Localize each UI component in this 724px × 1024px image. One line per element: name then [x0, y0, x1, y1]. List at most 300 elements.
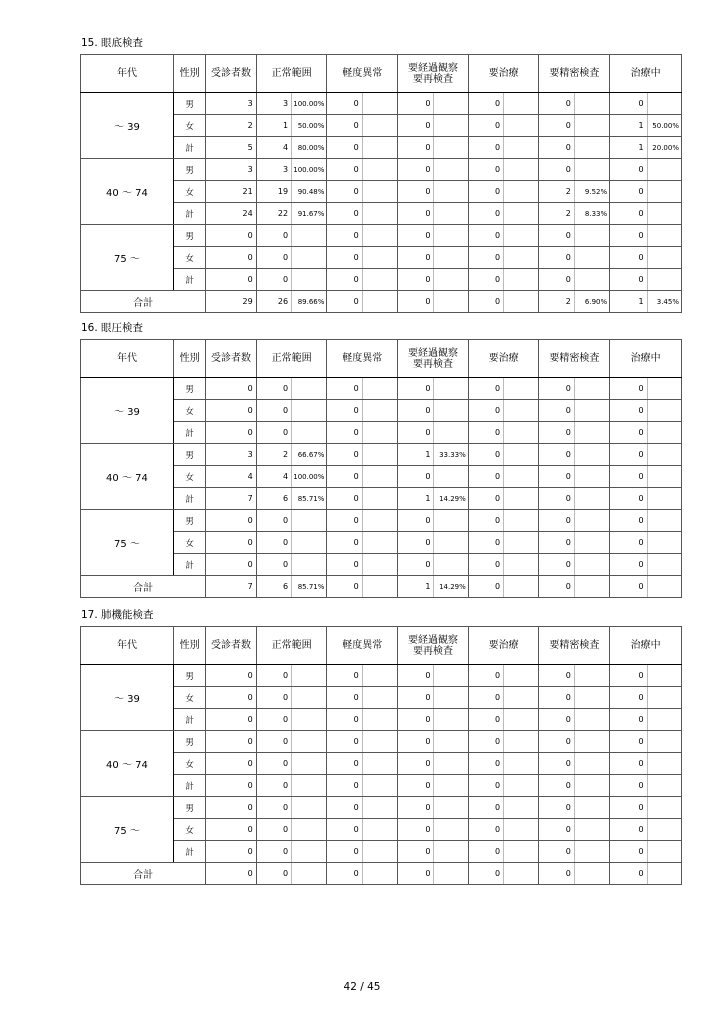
under-count-cell: 0: [610, 466, 647, 488]
under-percent-cell: 50.00%: [647, 115, 681, 137]
detail-percent-cell: [574, 247, 609, 269]
mild-count-cell: 0: [327, 532, 362, 554]
under-percent-cell: [647, 687, 681, 709]
sex-cell: 女: [173, 819, 205, 841]
observe-count-cell: 0: [398, 532, 434, 554]
examinees-cell: 0: [206, 225, 257, 247]
under-percent-cell: [647, 378, 681, 400]
mild-percent-cell: [362, 510, 397, 532]
treat-percent-cell: [504, 510, 539, 532]
under-count-cell: 1: [610, 137, 647, 159]
normal-percent-cell: 80.00%: [292, 137, 327, 159]
detail-percent-cell: [574, 422, 609, 444]
total-observe-count-cell: 1: [398, 576, 434, 598]
observe-percent-cell: [434, 400, 468, 422]
examinees-cell: 0: [206, 753, 257, 775]
observe-percent-cell: [434, 378, 468, 400]
treat-count-cell: 0: [468, 841, 503, 863]
normal-percent-cell: [292, 400, 327, 422]
observe-count-cell: 0: [398, 466, 434, 488]
observe-percent-cell: [434, 731, 468, 753]
under-count-cell: 0: [610, 444, 647, 466]
normal-count-cell: 0: [256, 225, 291, 247]
normal-percent-cell: [292, 841, 327, 863]
treat-percent-cell: [504, 269, 539, 291]
under-count-cell: 0: [610, 269, 647, 291]
under-percent-cell: [647, 400, 681, 422]
examinees-cell: 0: [206, 775, 257, 797]
normal-percent-cell: 50.00%: [292, 115, 327, 137]
detail-percent-cell: [574, 687, 609, 709]
normal-count-cell: 0: [256, 532, 291, 554]
observe-percent-cell: [434, 709, 468, 731]
detail-percent-cell: [574, 159, 609, 181]
total-detail-percent-cell: [574, 576, 609, 598]
header-examinees: 受診者数: [206, 55, 257, 93]
header-treat: 要治療: [468, 55, 539, 93]
under-percent-cell: [647, 444, 681, 466]
total-row: [81, 863, 682, 885]
total-treat-percent-cell: [504, 576, 539, 598]
observe-count-cell: 0: [398, 665, 434, 687]
sex-cell: 女: [173, 532, 205, 554]
observe-percent-cell: [434, 225, 468, 247]
treat-percent-cell: [504, 466, 539, 488]
mild-percent-cell: [362, 532, 397, 554]
mild-percent-cell: [362, 753, 397, 775]
sex-cell: 女: [173, 247, 205, 269]
mild-count-cell: 0: [327, 709, 362, 731]
treat-percent-cell: [504, 400, 539, 422]
normal-percent-cell: 100.00%: [292, 466, 327, 488]
treat-percent-cell: [504, 422, 539, 444]
under-percent-cell: [647, 753, 681, 775]
total-normal-percent-cell: 89.66%: [292, 291, 327, 313]
mild-count-cell: 0: [327, 444, 362, 466]
normal-percent-cell: [292, 225, 327, 247]
header-normal: 正常範囲: [256, 55, 327, 93]
total-treat-percent-cell: [504, 863, 539, 885]
sex-cell: 男: [173, 444, 205, 466]
header-observe-line2: 要再検査: [412, 73, 453, 85]
header-row: [81, 55, 682, 93]
normal-percent-cell: 90.48%: [292, 181, 327, 203]
mild-count-cell: 0: [327, 841, 362, 863]
treat-count-cell: 0: [468, 753, 503, 775]
detail-count-cell: 2: [539, 203, 574, 225]
under-count-cell: 0: [610, 400, 647, 422]
detail-count-cell: 0: [539, 665, 574, 687]
treat-percent-cell: [504, 115, 539, 137]
observe-count-cell: 0: [398, 247, 434, 269]
normal-count-cell: 4: [256, 466, 291, 488]
examinees-cell: 2: [206, 115, 257, 137]
total-under-percent-cell: 3.45%: [647, 291, 681, 313]
mild-count-cell: 0: [327, 225, 362, 247]
observe-count-cell: 0: [398, 203, 434, 225]
under-percent-cell: [647, 841, 681, 863]
sex-cell: 女: [173, 115, 205, 137]
sex-cell: 女: [173, 466, 205, 488]
normal-percent-cell: [292, 775, 327, 797]
treat-percent-cell: [504, 665, 539, 687]
mild-percent-cell: [362, 797, 397, 819]
header-mild: 軽度異常: [327, 55, 398, 93]
observe-percent-cell: [434, 269, 468, 291]
mild-percent-cell: [362, 203, 397, 225]
total-treat-count-cell: 0: [468, 291, 503, 313]
total-under-percent-cell: [647, 863, 681, 885]
treat-percent-cell: [504, 753, 539, 775]
under-percent-cell: [647, 159, 681, 181]
treat-count-cell: 0: [468, 159, 503, 181]
mild-percent-cell: [362, 159, 397, 181]
under-percent-cell: [647, 422, 681, 444]
observe-count-cell: 0: [398, 753, 434, 775]
under-percent-cell: [647, 510, 681, 532]
examinees-cell: 24: [206, 203, 257, 225]
observe-percent-cell: [434, 93, 468, 115]
normal-count-cell: 0: [256, 422, 291, 444]
table-row: [81, 378, 682, 400]
normal-count-cell: 0: [256, 709, 291, 731]
mild-count-cell: 0: [327, 269, 362, 291]
treat-percent-cell: [504, 203, 539, 225]
mild-count-cell: 0: [327, 400, 362, 422]
treat-count-cell: 0: [468, 775, 503, 797]
observe-percent-cell: [434, 841, 468, 863]
header-detail: 要精密検査: [539, 627, 610, 665]
normal-count-cell: 2: [256, 444, 291, 466]
observe-count-cell: 0: [398, 819, 434, 841]
header-observe: [398, 340, 469, 378]
under-percent-cell: [647, 93, 681, 115]
header-normal: 正常範囲: [256, 627, 327, 665]
observe-percent-cell: [434, 532, 468, 554]
mild-count-cell: 0: [327, 115, 362, 137]
total-examinees-cell: 29: [206, 291, 257, 313]
detail-count-cell: 0: [539, 841, 574, 863]
observe-count-cell: 0: [398, 731, 434, 753]
total-observe-count-cell: 0: [398, 291, 434, 313]
detail-count-cell: 0: [539, 247, 574, 269]
mild-percent-cell: [362, 269, 397, 291]
examinees-cell: 0: [206, 554, 257, 576]
under-percent-cell: [647, 731, 681, 753]
sex-cell: 男: [173, 93, 205, 115]
detail-percent-cell: [574, 775, 609, 797]
lung-function-table: [80, 626, 682, 885]
examinees-cell: 0: [206, 422, 257, 444]
mild-percent-cell: [362, 466, 397, 488]
section-title-fundus: 15. 眼底検査: [81, 37, 144, 49]
under-count-cell: 0: [610, 422, 647, 444]
treat-percent-cell: [504, 731, 539, 753]
normal-count-cell: 0: [256, 554, 291, 576]
detail-count-cell: 0: [539, 819, 574, 841]
age-group-label: 75 ～: [81, 510, 174, 576]
treat-percent-cell: [504, 709, 539, 731]
mild-percent-cell: [362, 93, 397, 115]
header-under-treatment: 治療中: [610, 627, 682, 665]
header-observe: [398, 55, 469, 93]
detail-percent-cell: [574, 797, 609, 819]
sex-cell: 男: [173, 378, 205, 400]
total-detail-percent-cell: 6.90%: [574, 291, 609, 313]
detail-count-cell: 0: [539, 466, 574, 488]
treat-count-cell: 0: [468, 797, 503, 819]
detail-count-cell: 0: [539, 510, 574, 532]
under-percent-cell: [647, 269, 681, 291]
examinees-cell: 0: [206, 709, 257, 731]
total-mild-percent-cell: [362, 863, 397, 885]
total-normal-percent-cell: 85.71%: [292, 576, 327, 598]
mild-percent-cell: [362, 378, 397, 400]
normal-count-cell: 0: [256, 753, 291, 775]
sex-cell: 計: [173, 841, 205, 863]
table-row: [81, 225, 682, 247]
treat-count-cell: 0: [468, 137, 503, 159]
age-group-label: 40 ～ 74: [81, 159, 174, 225]
normal-percent-cell: [292, 797, 327, 819]
detail-percent-cell: [574, 841, 609, 863]
table-row: [81, 510, 682, 532]
under-count-cell: 0: [610, 797, 647, 819]
under-count-cell: 0: [610, 775, 647, 797]
detail-count-cell: 0: [539, 554, 574, 576]
observe-count-cell: 0: [398, 225, 434, 247]
total-normal-percent-cell: [292, 863, 327, 885]
observe-count-cell: 0: [398, 687, 434, 709]
header-observe-line1: 要経過観察: [407, 634, 458, 646]
normal-percent-cell: 85.71%: [292, 488, 327, 510]
treat-percent-cell: [504, 841, 539, 863]
treat-count-cell: 0: [468, 466, 503, 488]
header-sex: 性別: [173, 627, 205, 665]
header-observe-line2: 要再検査: [412, 645, 453, 657]
treat-count-cell: 0: [468, 378, 503, 400]
sex-cell: 計: [173, 422, 205, 444]
total-label: 合計: [81, 863, 206, 885]
observe-percent-cell: [434, 797, 468, 819]
treat-count-cell: 0: [468, 181, 503, 203]
normal-percent-cell: 100.00%: [292, 159, 327, 181]
mild-count-cell: 0: [327, 510, 362, 532]
under-count-cell: 0: [610, 225, 647, 247]
observe-count-cell: 0: [398, 269, 434, 291]
under-count-cell: 0: [610, 841, 647, 863]
page-number: 42 / 45: [343, 981, 381, 993]
mild-count-cell: 0: [327, 554, 362, 576]
observe-percent-cell: [434, 203, 468, 225]
mild-percent-cell: [362, 225, 397, 247]
age-group-label: 40 ～ 74: [81, 731, 174, 797]
detail-count-cell: 0: [539, 137, 574, 159]
normal-percent-cell: [292, 709, 327, 731]
total-label: 合計: [81, 576, 206, 598]
observe-count-cell: 1: [398, 444, 434, 466]
under-percent-cell: [647, 181, 681, 203]
normal-count-cell: 0: [256, 378, 291, 400]
total-treat-count-cell: 0: [468, 863, 503, 885]
detail-percent-cell: [574, 93, 609, 115]
treat-count-cell: 0: [468, 203, 503, 225]
detail-percent-cell: [574, 137, 609, 159]
table-row: [81, 444, 682, 466]
age-group-label: 75 ～: [81, 225, 174, 291]
normal-percent-cell: [292, 247, 327, 269]
normal-percent-cell: [292, 422, 327, 444]
header-detail: 要精密検査: [539, 340, 610, 378]
total-examinees-cell: 0: [206, 863, 257, 885]
mild-percent-cell: [362, 137, 397, 159]
treat-count-cell: 0: [468, 687, 503, 709]
total-normal-count-cell: 6: [256, 576, 291, 598]
sex-cell: 男: [173, 159, 205, 181]
sex-cell: 計: [173, 137, 205, 159]
ocular-pressure-table: [80, 339, 682, 598]
detail-count-cell: 0: [539, 731, 574, 753]
total-examinees-cell: 7: [206, 576, 257, 598]
detail-percent-cell: [574, 400, 609, 422]
treat-count-cell: 0: [468, 819, 503, 841]
treat-percent-cell: [504, 159, 539, 181]
treat-count-cell: 0: [468, 115, 503, 137]
under-count-cell: 0: [610, 819, 647, 841]
detail-percent-cell: [574, 532, 609, 554]
header-mild: 軽度異常: [327, 340, 398, 378]
detail-percent-cell: [574, 709, 609, 731]
treat-percent-cell: [504, 819, 539, 841]
detail-percent-cell: [574, 510, 609, 532]
observe-percent-cell: [434, 115, 468, 137]
mild-count-cell: 0: [327, 93, 362, 115]
mild-percent-cell: [362, 775, 397, 797]
treat-count-cell: 0: [468, 93, 503, 115]
mild-count-cell: 0: [327, 665, 362, 687]
sex-cell: 男: [173, 797, 205, 819]
mild-count-cell: 0: [327, 137, 362, 159]
mild-count-cell: 0: [327, 422, 362, 444]
examinees-cell: 5: [206, 137, 257, 159]
normal-percent-cell: [292, 665, 327, 687]
total-observe-percent-cell: 14.29%: [434, 576, 468, 598]
detail-count-cell: 0: [539, 532, 574, 554]
age-group-label: 75 ～: [81, 797, 174, 863]
normal-percent-cell: 100.00%: [292, 93, 327, 115]
mild-percent-cell: [362, 841, 397, 863]
observe-count-cell: 0: [398, 137, 434, 159]
examinees-cell: 0: [206, 841, 257, 863]
under-percent-cell: [647, 775, 681, 797]
under-percent-cell: [647, 532, 681, 554]
treat-percent-cell: [504, 225, 539, 247]
header-normal: 正常範囲: [256, 340, 327, 378]
total-detail-count-cell: 0: [539, 576, 574, 598]
observe-percent-cell: [434, 247, 468, 269]
table-row: [81, 731, 682, 753]
total-observe-percent-cell: [434, 291, 468, 313]
detail-count-cell: 0: [539, 797, 574, 819]
total-observe-count-cell: 0: [398, 863, 434, 885]
normal-count-cell: 0: [256, 775, 291, 797]
total-detail-count-cell: 2: [539, 291, 574, 313]
treat-count-cell: 0: [468, 532, 503, 554]
detail-count-cell: 0: [539, 488, 574, 510]
treat-count-cell: 0: [468, 400, 503, 422]
mild-count-cell: 0: [327, 753, 362, 775]
under-percent-cell: [647, 247, 681, 269]
treat-count-cell: 0: [468, 554, 503, 576]
age-group-label: ～ 39: [81, 378, 174, 444]
treat-percent-cell: [504, 444, 539, 466]
under-count-cell: 0: [610, 203, 647, 225]
mild-percent-cell: [362, 665, 397, 687]
under-percent-cell: [647, 665, 681, 687]
normal-count-cell: 4: [256, 137, 291, 159]
mild-percent-cell: [362, 422, 397, 444]
examinees-cell: 3: [206, 159, 257, 181]
examinees-cell: 0: [206, 269, 257, 291]
treat-percent-cell: [504, 247, 539, 269]
normal-percent-cell: [292, 532, 327, 554]
mild-count-cell: 0: [327, 687, 362, 709]
treat-percent-cell: [504, 378, 539, 400]
mild-count-cell: 0: [327, 378, 362, 400]
examinees-cell: 0: [206, 819, 257, 841]
under-percent-cell: [647, 225, 681, 247]
observe-count-cell: 0: [398, 378, 434, 400]
table-row: [81, 797, 682, 819]
mild-count-cell: 0: [327, 247, 362, 269]
normal-count-cell: 0: [256, 665, 291, 687]
under-percent-cell: [647, 466, 681, 488]
mild-percent-cell: [362, 731, 397, 753]
detail-percent-cell: [574, 225, 609, 247]
detail-count-cell: 0: [539, 269, 574, 291]
observe-count-cell: 1: [398, 488, 434, 510]
normal-count-cell: 22: [256, 203, 291, 225]
observe-percent-cell: 14.29%: [434, 488, 468, 510]
normal-count-cell: 0: [256, 510, 291, 532]
treat-count-cell: 0: [468, 422, 503, 444]
sex-cell: 計: [173, 709, 205, 731]
normal-count-cell: 0: [256, 400, 291, 422]
sex-cell: 計: [173, 203, 205, 225]
detail-percent-cell: [574, 753, 609, 775]
under-count-cell: 0: [610, 687, 647, 709]
observe-percent-cell: [434, 775, 468, 797]
header-examinees: 受診者数: [206, 627, 257, 665]
normal-count-cell: 0: [256, 687, 291, 709]
normal-percent-cell: [292, 269, 327, 291]
total-row: [81, 291, 682, 313]
observe-count-cell: 0: [398, 400, 434, 422]
sex-cell: 計: [173, 488, 205, 510]
under-count-cell: 0: [610, 378, 647, 400]
observe-percent-cell: [434, 687, 468, 709]
header-row: [81, 340, 682, 378]
detail-percent-cell: [574, 554, 609, 576]
mild-percent-cell: [362, 444, 397, 466]
age-group-label: ～ 39: [81, 93, 174, 159]
sex-cell: 女: [173, 400, 205, 422]
treat-count-cell: 0: [468, 731, 503, 753]
total-normal-count-cell: 0: [256, 863, 291, 885]
header-observe: [398, 627, 469, 665]
header-age: 年代: [81, 340, 174, 378]
header-observe-line2: 要再検査: [412, 358, 453, 370]
